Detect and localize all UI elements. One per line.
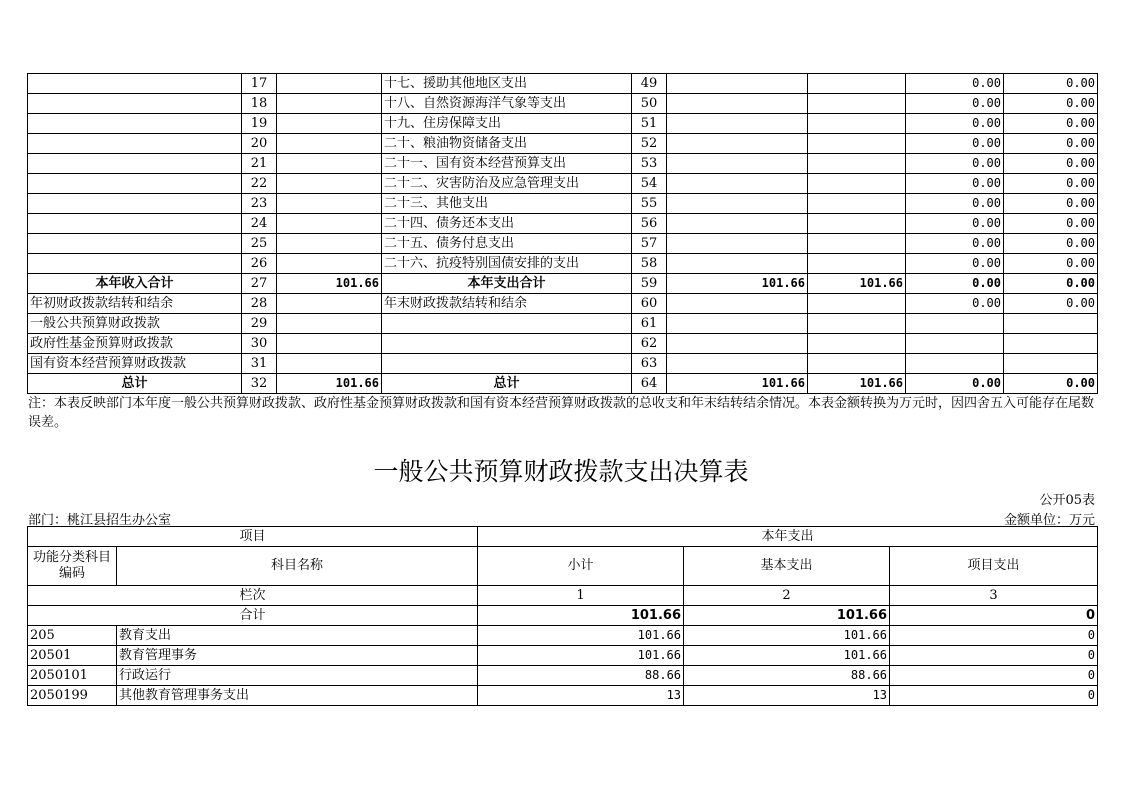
expense-state-capital: 0.00	[1004, 234, 1098, 254]
expense-total	[667, 354, 808, 374]
subject-name: 教育管理事务	[117, 646, 478, 666]
income-amount	[277, 74, 382, 94]
income-item	[28, 74, 242, 94]
income-line-number: 25	[242, 234, 277, 254]
expense-line-number: 50	[632, 94, 667, 114]
expense-item: 二十一、国有资本经营预算支出	[382, 154, 632, 174]
expense-state-capital: 0.00	[1004, 174, 1098, 194]
lanci-label: 栏次	[28, 586, 478, 606]
income-item	[28, 254, 242, 274]
subject-name: 其他教育管理事务支出	[117, 686, 478, 706]
expense-item: 本年支出合计	[382, 274, 632, 294]
expense-line-number: 63	[632, 354, 667, 374]
project-amount: 0	[890, 626, 1098, 646]
expense-general-budget	[808, 154, 906, 174]
basic-amount: 101.66	[684, 626, 890, 646]
total-label: 合计	[28, 606, 478, 626]
expense-total	[667, 294, 808, 314]
expense-general-budget	[808, 254, 906, 274]
unit-label: 金额单位：万元	[1003, 513, 1095, 528]
expense-fund-budget: 0.00	[906, 154, 1004, 174]
expense-state-capital: 0.00	[1004, 274, 1098, 294]
col-number-3: 3	[890, 586, 1098, 606]
total-subtotal: 101.66	[478, 606, 684, 626]
expense-general-budget	[808, 134, 906, 154]
expense-general-budget	[808, 234, 906, 254]
expense-state-capital	[1004, 334, 1098, 354]
income-item	[28, 234, 242, 254]
income-line-number: 29	[242, 314, 277, 334]
expense-state-capital	[1004, 314, 1098, 334]
table-row	[28, 374, 1098, 394]
expense-line-number: 61	[632, 314, 667, 334]
table-row	[28, 194, 1098, 214]
expense-state-capital: 0.00	[1004, 294, 1098, 314]
expense-state-capital: 0.00	[1004, 194, 1098, 214]
expense-fund-budget: 0.00	[906, 94, 1004, 114]
table-row	[28, 254, 1098, 274]
income-amount	[277, 154, 382, 174]
expense-line-number: 49	[632, 74, 667, 94]
expense-total: 101.66	[667, 274, 808, 294]
income-line-number: 18	[242, 94, 277, 114]
subtotal-amount: 101.66	[478, 626, 684, 646]
project-amount: 0	[890, 666, 1098, 686]
expense-fund-budget: 0.00	[906, 294, 1004, 314]
income-line-number: 30	[242, 334, 277, 354]
header-subtotal: 小计	[478, 547, 684, 586]
expense-total	[667, 334, 808, 354]
expense-fund-budget	[906, 314, 1004, 334]
expense-general-budget	[808, 214, 906, 234]
expense-item: 二十三、其他支出	[382, 194, 632, 214]
total-project: 0	[890, 606, 1098, 626]
income-item	[28, 94, 242, 114]
basic-amount: 88.66	[684, 666, 890, 686]
income-item: 国有资本经营预算财政拨款	[28, 354, 242, 374]
income-amount	[277, 314, 382, 334]
expense-general-budget	[808, 354, 906, 374]
table-row	[28, 234, 1098, 254]
expense-general-budget	[808, 314, 906, 334]
table-note: 注：本表反映部门本年度一般公共预算财政拨款、政府性基金预算财政拨款和国有资本经营预算财政拨款的总收支和年末结转结余情况。本表金额转换为万元时，因四舍五入可能存在尾数误差。	[28, 396, 1095, 430]
income-amount: 101.66	[277, 274, 382, 294]
table-row	[28, 134, 1098, 154]
expense-fund-budget: 0.00	[906, 234, 1004, 254]
expense-fund-budget: 0.00	[906, 274, 1004, 294]
expense-total	[667, 74, 808, 94]
expense-line-number: 53	[632, 154, 667, 174]
header-basic: 基本支出	[684, 547, 890, 586]
expense-state-capital: 0.00	[1004, 374, 1098, 394]
income-line-number: 32	[242, 374, 277, 394]
project-amount: 0	[890, 686, 1098, 706]
expense-total: 101.66	[667, 374, 808, 394]
table-row	[28, 74, 1098, 94]
total-basic: 101.66	[684, 606, 890, 626]
subject-code: 20501	[28, 646, 117, 666]
expense-fund-budget: 0.00	[906, 194, 1004, 214]
expense-general-budget	[808, 114, 906, 134]
income-item: 本年收入合计	[28, 274, 242, 294]
expense-general-budget	[808, 174, 906, 194]
expense-line-number: 56	[632, 214, 667, 234]
expense-item: 二十五、债务付息支出	[382, 234, 632, 254]
expense-fund-budget: 0.00	[906, 214, 1004, 234]
header-expense: 本年支出	[478, 527, 1098, 547]
subject-name: 行政运行	[117, 666, 478, 686]
expense-fund-budget: 0.00	[906, 374, 1004, 394]
expense-general-budget: 101.66	[808, 274, 906, 294]
income-item: 总计	[28, 374, 242, 394]
expense-total	[667, 94, 808, 114]
list-item	[28, 626, 1098, 646]
department-label: 部门：桃江县招生办公室	[28, 513, 172, 528]
expense-line-number: 60	[632, 294, 667, 314]
expense-state-capital: 0.00	[1004, 74, 1098, 94]
subtotal-amount: 101.66	[478, 646, 684, 666]
expense-general-budget	[808, 294, 906, 314]
expense-line-number: 57	[632, 234, 667, 254]
expense-fund-budget: 0.00	[906, 174, 1004, 194]
expense-total	[667, 234, 808, 254]
expense-line-number: 55	[632, 194, 667, 214]
list-item	[28, 646, 1098, 666]
income-line-number: 31	[242, 354, 277, 374]
income-item	[28, 194, 242, 214]
expense-state-capital: 0.00	[1004, 154, 1098, 174]
income-amount	[277, 234, 382, 254]
expense-line-number: 54	[632, 174, 667, 194]
expense-item: 总计	[382, 374, 632, 394]
income-amount	[277, 194, 382, 214]
table-row	[28, 94, 1098, 114]
table-row	[28, 154, 1098, 174]
table-row	[28, 174, 1098, 194]
expense-general-budget	[808, 194, 906, 214]
table-row	[28, 314, 1098, 334]
header-name: 科目名称	[117, 547, 478, 586]
table-row	[28, 114, 1098, 134]
expense-item: 二十六、抗疫特别国债安排的支出	[382, 254, 632, 274]
expense-line-number: 51	[632, 114, 667, 134]
expense-state-capital: 0.00	[1004, 114, 1098, 134]
expense-item: 二十二、灾害防治及应急管理支出	[382, 174, 632, 194]
expense-general-budget	[808, 94, 906, 114]
header-code: 功能分类科目编码	[28, 547, 117, 586]
expense-fund-budget	[906, 354, 1004, 374]
expense-total	[667, 154, 808, 174]
table-row	[28, 294, 1098, 314]
list-item	[28, 666, 1098, 686]
expense-fund-budget	[906, 334, 1004, 354]
income-amount	[277, 114, 382, 134]
income-amount	[277, 334, 382, 354]
expense-line-number: 58	[632, 254, 667, 274]
subject-code: 205	[28, 626, 117, 646]
expense-state-capital: 0.00	[1004, 254, 1098, 274]
project-amount: 0	[890, 646, 1098, 666]
appropriation-summary-table	[27, 73, 1098, 394]
subtotal-amount: 88.66	[478, 666, 684, 686]
expense-general-budget	[808, 334, 906, 354]
income-line-number: 24	[242, 214, 277, 234]
expenditure-table	[27, 526, 1098, 706]
income-amount	[277, 214, 382, 234]
expense-item: 二十、粮油物资储备支出	[382, 134, 632, 154]
page-title: 一般公共预算财政拨款支出决算表	[373, 457, 749, 486]
income-item: 政府性基金预算财政拨款	[28, 334, 242, 354]
expense-item: 十七、援助其他地区支出	[382, 74, 632, 94]
form-number: 公开05表	[1039, 493, 1095, 508]
list-item	[28, 686, 1098, 706]
income-line-number: 27	[242, 274, 277, 294]
expense-general-budget	[808, 74, 906, 94]
expense-fund-budget: 0.00	[906, 74, 1004, 94]
expense-fund-budget: 0.00	[906, 114, 1004, 134]
expense-total	[667, 254, 808, 274]
col-number-2: 2	[684, 586, 890, 606]
income-amount	[277, 294, 382, 314]
expense-state-capital: 0.00	[1004, 94, 1098, 114]
income-line-number: 26	[242, 254, 277, 274]
table-row	[28, 214, 1098, 234]
expense-line-number: 64	[632, 374, 667, 394]
expense-fund-budget: 0.00	[906, 134, 1004, 154]
expense-item: 十九、住房保障支出	[382, 114, 632, 134]
income-line-number: 22	[242, 174, 277, 194]
subject-code: 2050101	[28, 666, 117, 686]
income-line-number: 19	[242, 114, 277, 134]
subject-code: 2050199	[28, 686, 117, 706]
income-item	[28, 114, 242, 134]
subtotal-amount: 13	[478, 686, 684, 706]
header-item: 项目	[28, 527, 478, 547]
expense-total	[667, 194, 808, 214]
expense-state-capital: 0.00	[1004, 214, 1098, 234]
expense-total	[667, 134, 808, 154]
income-amount: 101.66	[277, 374, 382, 394]
expense-total	[667, 174, 808, 194]
expense-item	[382, 354, 632, 374]
expense-line-number: 52	[632, 134, 667, 154]
basic-amount: 101.66	[684, 646, 890, 666]
income-item	[28, 174, 242, 194]
expense-item	[382, 314, 632, 334]
expense-total	[667, 114, 808, 134]
expense-item	[382, 334, 632, 354]
income-item: 年初财政拨款结转和结余	[28, 294, 242, 314]
income-line-number: 17	[242, 74, 277, 94]
income-line-number: 23	[242, 194, 277, 214]
income-amount	[277, 134, 382, 154]
income-line-number: 21	[242, 154, 277, 174]
income-line-number: 20	[242, 134, 277, 154]
income-item	[28, 214, 242, 234]
subject-name: 教育支出	[117, 626, 478, 646]
expense-fund-budget: 0.00	[906, 254, 1004, 274]
expense-total	[667, 314, 808, 334]
col-number-1: 1	[478, 586, 684, 606]
expense-total	[667, 214, 808, 234]
income-amount	[277, 94, 382, 114]
income-amount	[277, 354, 382, 374]
table-row	[28, 274, 1098, 294]
header-project: 项目支出	[890, 547, 1098, 586]
expense-item: 二十四、债务还本支出	[382, 214, 632, 234]
income-item: 一般公共预算财政拨款	[28, 314, 242, 334]
income-line-number: 28	[242, 294, 277, 314]
expense-item: 年末财政拨款结转和结余	[382, 294, 632, 314]
income-item	[28, 134, 242, 154]
basic-amount: 13	[684, 686, 890, 706]
table-row	[28, 354, 1098, 374]
expense-item: 十八、自然资源海洋气象等支出	[382, 94, 632, 114]
expense-general-budget: 101.66	[808, 374, 906, 394]
income-amount	[277, 254, 382, 274]
table-row	[28, 334, 1098, 354]
income-item	[28, 154, 242, 174]
expense-line-number: 59	[632, 274, 667, 294]
expense-state-capital: 0.00	[1004, 134, 1098, 154]
expense-line-number: 62	[632, 334, 667, 354]
expense-state-capital	[1004, 354, 1098, 374]
income-amount	[277, 174, 382, 194]
